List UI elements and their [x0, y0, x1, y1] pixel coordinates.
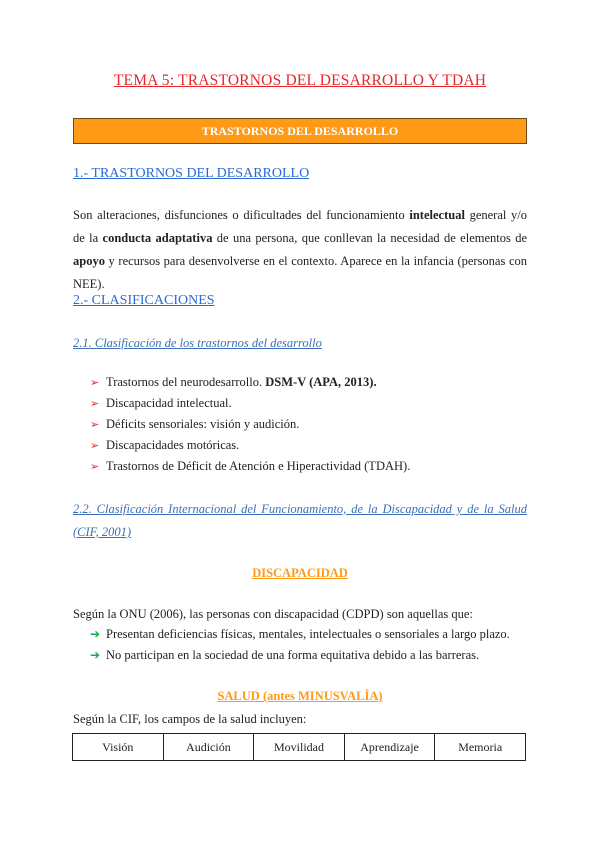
field-cell: Aprendizaje [344, 734, 435, 761]
definition-paragraph: Son alteraciones, disfunciones o dificultades del funcionamiento intelectual general y/o de la conducta adaptativa de una persona, que conllevan la necesidad de elementos de apoyo y recursos para desenvolverse en el contexto. Aparece en la infancia (personas con NEE). [73, 208, 527, 291]
list-item: ➔ Presentan deficiencias físicas, mentales, intelectuales o sensoriales a largo plazo. [90, 624, 510, 645]
arrow-right-icon: ➔ [90, 648, 101, 662]
field-cell: Memoria [435, 734, 526, 761]
field-cell: Audición [163, 734, 254, 761]
subheading-clasificacion-trastornos: 2.1. Clasificación de los trastornos del desarrollo [73, 336, 322, 350]
list-item: ➢ Trastornos de Déficit de Atención e Hiperactividad (TDAH). [90, 456, 410, 477]
subheading-cif-line2: (CIF, 2001) [73, 525, 132, 539]
salud-intro: Según la CIF, los campos de la salud incluyen: [73, 712, 307, 726]
trastornos-list [90, 372, 410, 477]
discapacidad-intro: Según la ONU (2006), las personas con discapacidad (CDPD) son aquellas que: [73, 607, 473, 621]
arrow-bullet-icon: ➢ [90, 398, 100, 410]
page-title: TEMA 5: TRASTORNOS DEL DESARROLLO Y TDAH [113, 72, 487, 89]
subheading-cif-line1: 2.2. Clasificación Internacional del Funcionamiento, de la Discapacidad y de la Salud [73, 502, 527, 516]
arrow-bullet-icon: ➢ [90, 461, 100, 473]
list-item: ➢ Déficits sensoriales: visión y audición. [90, 414, 410, 435]
heading-discapacidad: DISCAPACIDAD [252, 566, 348, 580]
arrow-bullet-icon: ➢ [90, 419, 100, 431]
section-banner: TRASTORNOS DEL DESARROLLO [73, 118, 527, 144]
field-cell: Visión [73, 734, 164, 761]
list-item: ➢ Trastornos del neurodesarrollo. DSM-V (APA, 2013). [90, 372, 410, 393]
salud-fields-table [72, 733, 526, 761]
discapacidad-list [90, 624, 510, 666]
list-item: ➔ No participan en la sociedad de una forma equitativa debido a las barreras. [90, 645, 510, 666]
list-item: ➢ Discapacidades motóricas. [90, 435, 410, 456]
list-item: ➢ Discapacidad intelectual. [90, 393, 410, 414]
heading-trastornos: 1.- TRASTORNOS DEL DESARROLLO [73, 166, 310, 181]
field-cell: Movilidad [254, 734, 345, 761]
arrow-bullet-icon: ➢ [90, 377, 100, 389]
heading-clasificaciones: 2.- CLASIFICACIONES [73, 293, 215, 308]
heading-salud: SALUD (antes MINUSVALÍA) [217, 689, 383, 703]
arrow-right-icon: ➔ [90, 627, 101, 641]
arrow-bullet-icon: ➢ [90, 440, 100, 452]
